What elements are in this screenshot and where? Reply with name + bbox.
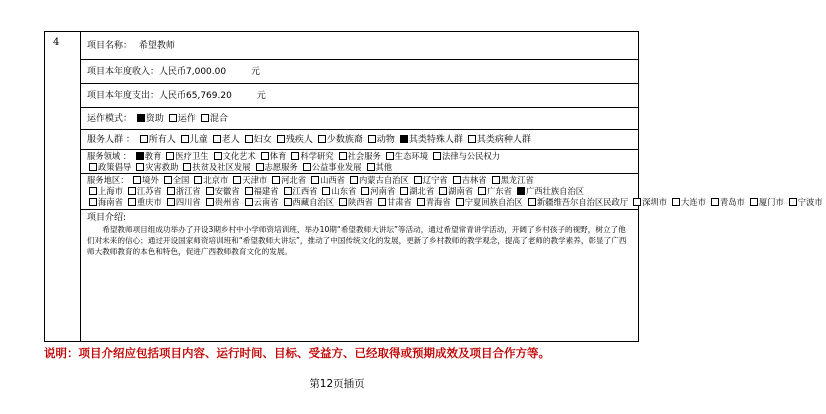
row-number-cell xyxy=(45,32,81,341)
checked-checkbox-icon[interactable] xyxy=(517,187,525,195)
unchecked-checkbox-icon[interactable] xyxy=(633,198,641,206)
service-area-option-label: 北京市 xyxy=(203,175,229,185)
service-area-option-label: 河北省 xyxy=(281,175,307,185)
service-area-option-label: 四川省 xyxy=(175,197,201,207)
unchecked-checkbox-icon[interactable] xyxy=(136,163,144,171)
operation-option-label: 混合 xyxy=(209,114,228,124)
operation-option-label: 资助 xyxy=(145,114,164,124)
service-area-option-label: 陕西省 xyxy=(348,197,373,207)
expense-label: 项目本年度支出：人民币 xyxy=(87,91,187,101)
unchecked-checkbox-icon[interactable] xyxy=(233,176,241,184)
unchecked-checkbox-icon[interactable] xyxy=(303,163,311,171)
service-area-row xyxy=(81,174,823,210)
service-field-option[interactable] xyxy=(212,151,256,161)
service-area-option[interactable] xyxy=(162,175,190,185)
service-people-row xyxy=(81,130,638,150)
operation-option-label: 运作 xyxy=(177,114,196,124)
unchecked-checkbox-icon[interactable] xyxy=(400,187,408,195)
service-area-option[interactable] xyxy=(282,197,335,207)
service-area-option-label: 黑龙江省 xyxy=(500,175,534,185)
service-area-option[interactable] xyxy=(87,186,123,196)
service-area-option-label: 贵州省 xyxy=(214,197,240,207)
service-field-option-label: 法律与公民权力 xyxy=(442,151,501,161)
unchecked-checkbox-icon[interactable] xyxy=(711,198,719,206)
service-field-option[interactable] xyxy=(301,162,362,172)
unchecked-checkbox-icon[interactable] xyxy=(311,176,319,184)
service-field-option[interactable] xyxy=(164,151,208,161)
service-area-option[interactable] xyxy=(515,186,584,196)
service-area-option-label: 青岛市 xyxy=(719,197,745,207)
service-people-option-label: 所有人 xyxy=(148,135,176,145)
service-area-option[interactable] xyxy=(337,197,373,207)
service-area-option[interactable] xyxy=(454,197,523,207)
unchecked-checkbox-icon[interactable] xyxy=(256,163,264,171)
service-area-option[interactable] xyxy=(709,197,745,207)
unchecked-checkbox-icon[interactable] xyxy=(350,176,358,184)
service-area-option-label: 广东省 xyxy=(487,186,512,196)
service-people-option[interactable] xyxy=(138,135,176,145)
unchecked-checkbox-icon[interactable] xyxy=(128,198,136,206)
service-field-option-label: 其他 xyxy=(375,162,393,172)
operation-option[interactable] xyxy=(199,114,228,124)
note-text: 说明：项目介绍应包括项目内容、运行时间、目标、受益方、已经取得或预期成效及项目合作方等。 xyxy=(44,346,550,360)
unchecked-checkbox-icon[interactable] xyxy=(272,176,280,184)
service-field-option-label: 生态环境 xyxy=(394,151,428,161)
unchecked-checkbox-icon[interactable] xyxy=(128,187,136,195)
project-name-row xyxy=(81,32,638,60)
project-table xyxy=(44,31,823,342)
service-area-option-label: 西藏自治区 xyxy=(292,197,335,207)
service-area-option[interactable] xyxy=(787,197,823,207)
service-field-option[interactable] xyxy=(87,162,131,172)
service-area-option-label: 广西壮族自治区 xyxy=(525,186,585,196)
service-area-option-label: 江苏省 xyxy=(136,186,162,196)
expense-value: 65,769.20 xyxy=(186,91,232,101)
service-area-option[interactable] xyxy=(320,186,356,196)
service-area-option-label: 内蒙古自治区 xyxy=(358,175,409,185)
service-people-option[interactable] xyxy=(179,135,208,145)
service-area-option-label: 湖北省 xyxy=(409,186,435,196)
unchecked-checkbox-icon[interactable] xyxy=(245,135,253,143)
unchecked-checkbox-icon[interactable] xyxy=(789,198,797,206)
intro-text: 希望教师项目组成功举办了开设3期乡村中小学师资培训班、举办10期“希望教师大讲坛”等活动，通过希望常青讲学活动，开阔了乡村孩子的视野，树立了他们对未来的信心；通过开设国家师资培训班和“希望教师大讲坛”，推动了中国传统文化的发展，更新了乡村教师的教学观念，提高了老师的教学素养，彰显了广西师大教师教育的本色和特色，促进广西教师教育文化的发展。 xyxy=(87,225,627,256)
checked-checkbox-icon[interactable] xyxy=(136,152,144,160)
service-area-option[interactable] xyxy=(437,186,473,196)
service-field-option-label: 灾害救助 xyxy=(145,162,179,172)
unchecked-checkbox-icon[interactable] xyxy=(456,198,464,206)
unchecked-checkbox-icon[interactable] xyxy=(89,163,97,171)
service-area-option[interactable] xyxy=(231,175,267,185)
service-field-option[interactable] xyxy=(134,162,178,172)
service-area-option-label: 重庆市 xyxy=(136,197,162,207)
service-field-option[interactable] xyxy=(384,151,428,161)
service-area-label: 服务地区： xyxy=(87,175,129,185)
unchecked-checkbox-icon[interactable] xyxy=(89,187,97,195)
service-area-option-label: 宁夏回族自治区 xyxy=(464,197,523,207)
service-field-row xyxy=(81,150,638,174)
unchecked-checkbox-icon[interactable] xyxy=(291,152,299,160)
service-field-option[interactable] xyxy=(289,151,333,161)
service-people-label: 服务人群 ： xyxy=(87,135,135,145)
service-area-option[interactable] xyxy=(192,175,228,185)
checked-checkbox-icon[interactable] xyxy=(400,135,408,143)
unchecked-checkbox-icon[interactable] xyxy=(164,176,172,184)
service-area-option[interactable] xyxy=(243,186,279,196)
service-field-label: 服务领域 ： xyxy=(87,151,132,161)
service-area-option[interactable] xyxy=(270,175,306,185)
unchecked-checkbox-icon[interactable] xyxy=(206,198,214,206)
service-area-option[interactable] xyxy=(126,186,162,196)
service-area-option[interactable] xyxy=(415,197,451,207)
service-people-option-label: 其类特殊人群 xyxy=(408,135,463,145)
expense-unit: 元 xyxy=(256,91,266,101)
unchecked-checkbox-icon[interactable] xyxy=(201,114,209,122)
service-area-option-label: 全国 xyxy=(172,175,190,185)
service-area-option[interactable] xyxy=(359,186,395,196)
service-people-option[interactable] xyxy=(398,135,463,145)
unchecked-checkbox-icon[interactable] xyxy=(339,198,347,206)
unchecked-checkbox-icon[interactable] xyxy=(386,152,394,160)
unchecked-checkbox-icon[interactable] xyxy=(339,152,347,160)
service-area-option-label: 山东省 xyxy=(331,186,357,196)
unchecked-checkbox-icon[interactable] xyxy=(206,187,214,195)
unchecked-checkbox-icon[interactable] xyxy=(361,187,369,195)
service-people-option-label: 儿童 xyxy=(189,135,208,145)
project-name-label: 项目名称： xyxy=(87,41,133,51)
service-area-option[interactable] xyxy=(87,197,123,207)
service-area-option[interactable] xyxy=(631,197,667,207)
expense-row xyxy=(81,84,638,108)
unchecked-checkbox-icon[interactable] xyxy=(672,198,680,206)
service-area-option[interactable] xyxy=(398,186,434,196)
unchecked-checkbox-icon[interactable] xyxy=(140,135,148,143)
service-area-option-label: 宁波市 xyxy=(797,197,823,207)
service-field-option-label: 医疗卫生 xyxy=(175,151,209,161)
service-area-option[interactable] xyxy=(309,175,345,185)
unchecked-checkbox-icon[interactable] xyxy=(478,187,486,195)
service-area-option-label: 云南省 xyxy=(253,197,279,207)
unchecked-checkbox-icon[interactable] xyxy=(183,163,191,171)
unchecked-checkbox-icon[interactable] xyxy=(277,135,285,143)
row-number: 4 xyxy=(53,37,60,48)
service-area-option[interactable] xyxy=(126,197,162,207)
unchecked-checkbox-icon[interactable] xyxy=(261,152,269,160)
service-people-option[interactable] xyxy=(366,135,395,145)
service-field-option-label: 教育 xyxy=(144,151,162,161)
intro-row xyxy=(81,210,638,343)
service-area-option-label: 境外 xyxy=(142,175,159,185)
service-area-option[interactable] xyxy=(204,197,240,207)
service-area-option-label: 福建省 xyxy=(253,186,279,196)
service-field-option[interactable] xyxy=(254,162,298,172)
income-row xyxy=(81,60,638,84)
service-area-option-label: 湖南省 xyxy=(448,186,474,196)
service-people-option[interactable] xyxy=(243,135,272,145)
operation-option[interactable] xyxy=(167,114,196,124)
service-field-option-label: 政策倡导 xyxy=(98,162,132,172)
service-area-option[interactable] xyxy=(748,197,784,207)
unchecked-checkbox-icon[interactable] xyxy=(166,152,174,160)
unchecked-checkbox-icon[interactable] xyxy=(284,198,292,206)
service-field-option-label: 公益事业发展 xyxy=(311,162,362,172)
unchecked-checkbox-icon[interactable] xyxy=(167,198,175,206)
service-area-option-label: 山西省 xyxy=(320,175,345,185)
unchecked-checkbox-icon[interactable] xyxy=(322,187,330,195)
service-field-option[interactable] xyxy=(134,151,162,161)
service-field-option[interactable] xyxy=(365,162,393,172)
service-area-option[interactable] xyxy=(476,186,512,196)
intro-label: 项目介绍: xyxy=(87,213,127,223)
service-field-option[interactable] xyxy=(181,162,250,172)
service-area-option[interactable] xyxy=(376,197,412,207)
service-people-option[interactable] xyxy=(316,135,363,145)
service-area-option-label: 新疆维吾尔自治区民政厅 xyxy=(536,197,629,207)
service-area-option-label: 青海省 xyxy=(425,197,451,207)
service-area-option[interactable] xyxy=(131,175,159,185)
service-area-option-label: 海南省 xyxy=(98,197,123,207)
unchecked-checkbox-icon[interactable] xyxy=(133,176,141,184)
income-label: 项目本年度收入：人民币 xyxy=(87,67,187,77)
service-area-option-label: 厦门市 xyxy=(758,197,784,207)
unchecked-checkbox-icon[interactable] xyxy=(528,198,536,206)
unchecked-checkbox-icon[interactable] xyxy=(213,135,221,143)
service-area-option[interactable] xyxy=(165,197,201,207)
operation-label: 运作模式： xyxy=(87,114,133,124)
service-area-option-label: 大连市 xyxy=(681,197,706,207)
service-area-option[interactable] xyxy=(165,186,201,196)
unchecked-checkbox-icon[interactable] xyxy=(245,198,253,206)
service-people-option-label: 老人 xyxy=(221,135,240,145)
service-area-option[interactable] xyxy=(348,175,409,185)
service-area-option[interactable] xyxy=(204,186,240,196)
service-people-option-label: 少数族裔 xyxy=(326,135,363,145)
unchecked-checkbox-icon[interactable] xyxy=(433,152,441,160)
unchecked-checkbox-icon[interactable] xyxy=(468,135,476,143)
service-area-option[interactable] xyxy=(670,197,706,207)
service-area-option-label: 安徽省 xyxy=(214,186,240,196)
service-area-option-label: 江西省 xyxy=(292,186,318,196)
service-area-option-label: 辽宁省 xyxy=(422,175,448,185)
unchecked-checkbox-icon[interactable] xyxy=(414,176,422,184)
unchecked-checkbox-icon[interactable] xyxy=(214,152,222,160)
service-field-option-label: 科学研究 xyxy=(300,151,334,161)
service-field-option-label: 扶贫及社区发展 xyxy=(192,162,251,172)
service-people-option-label: 其类病种人群 xyxy=(476,135,531,145)
income-value: 7,000.00 xyxy=(186,67,227,77)
unchecked-checkbox-icon[interactable] xyxy=(378,198,386,206)
service-field-option-label: 社会服务 xyxy=(347,151,381,161)
service-field-option[interactable] xyxy=(431,151,500,161)
service-field-option[interactable] xyxy=(259,151,287,161)
service-area-option[interactable] xyxy=(490,175,534,185)
unchecked-checkbox-icon[interactable] xyxy=(368,135,376,143)
service-area-option[interactable] xyxy=(526,197,628,207)
service-area-option[interactable] xyxy=(243,197,279,207)
service-field-option[interactable] xyxy=(337,151,381,161)
unchecked-checkbox-icon[interactable] xyxy=(284,187,292,195)
unchecked-checkbox-icon[interactable] xyxy=(194,176,202,184)
page-footer: 第12页插页 xyxy=(309,378,365,390)
unchecked-checkbox-icon[interactable] xyxy=(492,176,500,184)
service-area-option-label: 甘肃省 xyxy=(386,197,412,207)
service-field-option-label: 体育 xyxy=(269,151,287,161)
unchecked-checkbox-icon[interactable] xyxy=(245,187,253,195)
checked-checkbox-icon[interactable] xyxy=(137,114,145,122)
service-area-option-label: 吉林省 xyxy=(461,175,487,185)
service-people-option[interactable] xyxy=(275,135,313,145)
unchecked-checkbox-icon[interactable] xyxy=(439,187,447,195)
unchecked-checkbox-icon[interactable] xyxy=(89,198,97,206)
service-area-option[interactable] xyxy=(282,186,318,196)
unchecked-checkbox-icon[interactable] xyxy=(453,176,461,184)
unchecked-checkbox-icon[interactable] xyxy=(167,187,175,195)
operation-option[interactable] xyxy=(135,114,164,124)
service-people-option-label: 妇女 xyxy=(253,135,272,145)
service-people-option[interactable] xyxy=(466,135,531,145)
service-area-option-label: 河南省 xyxy=(370,186,396,196)
service-people-option[interactable] xyxy=(211,135,240,145)
service-area-option-label: 浙江省 xyxy=(175,186,201,196)
unchecked-checkbox-icon[interactable] xyxy=(169,114,177,122)
operation-row xyxy=(81,108,638,130)
service-field-option-label: 志愿服务 xyxy=(264,162,298,172)
unchecked-checkbox-icon[interactable] xyxy=(181,135,189,143)
service-area-option[interactable] xyxy=(412,175,448,185)
service-area-option-label: 上海市 xyxy=(98,186,123,196)
service-area-option-label: 深圳市 xyxy=(642,197,668,207)
income-unit: 元 xyxy=(250,67,260,77)
unchecked-checkbox-icon[interactable] xyxy=(318,135,326,143)
service-area-option[interactable] xyxy=(451,175,487,185)
service-field-option-label: 文化艺术 xyxy=(222,151,256,161)
unchecked-checkbox-icon[interactable] xyxy=(367,163,375,171)
unchecked-checkbox-icon[interactable] xyxy=(417,198,425,206)
unchecked-checkbox-icon[interactable] xyxy=(750,198,758,206)
service-area-option-label: 天津市 xyxy=(242,175,268,185)
service-people-option-label: 动物 xyxy=(376,135,395,145)
service-people-option-label: 残疾人 xyxy=(285,135,313,145)
project-name-value: 希望教师 xyxy=(138,41,175,51)
